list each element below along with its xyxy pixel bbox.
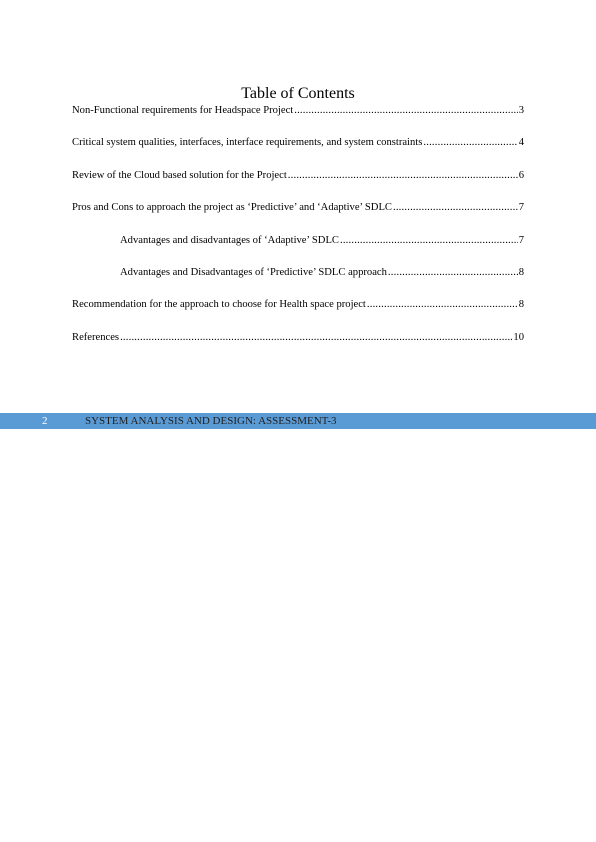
toc-entry-label: Non-Functional requirements for Headspace Project <box>72 105 294 116</box>
toc-entry-label: Advantages and disadvantages of ‘Adaptive’ SDLC <box>120 234 339 246</box>
toc-entry-page: 4 <box>518 137 524 149</box>
toc-list <box>72 103 524 362</box>
toc-entry-label: References <box>72 331 120 343</box>
toc-entry-non-functional-requirements[interactable] <box>72 103 524 119</box>
toc-entry-cloud-solution-review[interactable] <box>72 168 524 184</box>
toc-entry-page: 3 <box>518 105 524 116</box>
toc-entry-page: 10 <box>513 331 524 343</box>
toc-dot-leader <box>288 168 518 184</box>
toc-dot-leader <box>393 200 518 216</box>
toc-entry-pros-and-cons[interactable] <box>72 200 524 216</box>
page-footer <box>0 413 596 429</box>
toc-dot-leader <box>294 103 517 119</box>
toc-entry-page: 8 <box>518 266 524 278</box>
toc-entry-page: 8 <box>518 299 524 311</box>
toc-entry-adaptive-sdlc[interactable] <box>72 233 524 249</box>
footer-page-number: 2 <box>42 415 48 427</box>
toc-entry-label: Critical system qualities, interfaces, interface requirements, and system constraints <box>72 137 423 149</box>
toc-entry-page: 6 <box>518 169 524 181</box>
toc-entry-page: 7 <box>518 234 524 246</box>
toc-title: Table of Contents <box>241 85 355 102</box>
toc-dot-leader <box>340 233 518 249</box>
toc-entry-label: Advantages and Disadvantages of ‘Predictive’ SDLC approach <box>120 266 387 278</box>
toc-entry-label: Pros and Cons to approach the project as ‘Predictive’ and ‘Adaptive’ SDLC <box>72 202 392 214</box>
toc-entry-references[interactable] <box>72 330 524 346</box>
toc-dot-leader <box>423 135 517 151</box>
toc-entry-critical-system-qualities[interactable] <box>72 135 524 151</box>
toc-dot-leader <box>367 297 518 313</box>
toc-entry-page: 7 <box>518 202 524 214</box>
toc-entry-label: Review of the Cloud based solution for the Project <box>72 169 287 181</box>
toc-entry-predictive-sdlc[interactable] <box>72 265 524 281</box>
toc-dot-leader <box>388 265 518 281</box>
toc-entry-label: Recommendation for the approach to choose for Health space project <box>72 299 366 311</box>
toc-entry-recommendation[interactable] <box>72 297 524 313</box>
footer-document-title: SYSTEM ANALYSIS AND DESIGN: ASSESSMENT-3 <box>85 415 337 427</box>
toc-dot-leader <box>120 330 512 346</box>
